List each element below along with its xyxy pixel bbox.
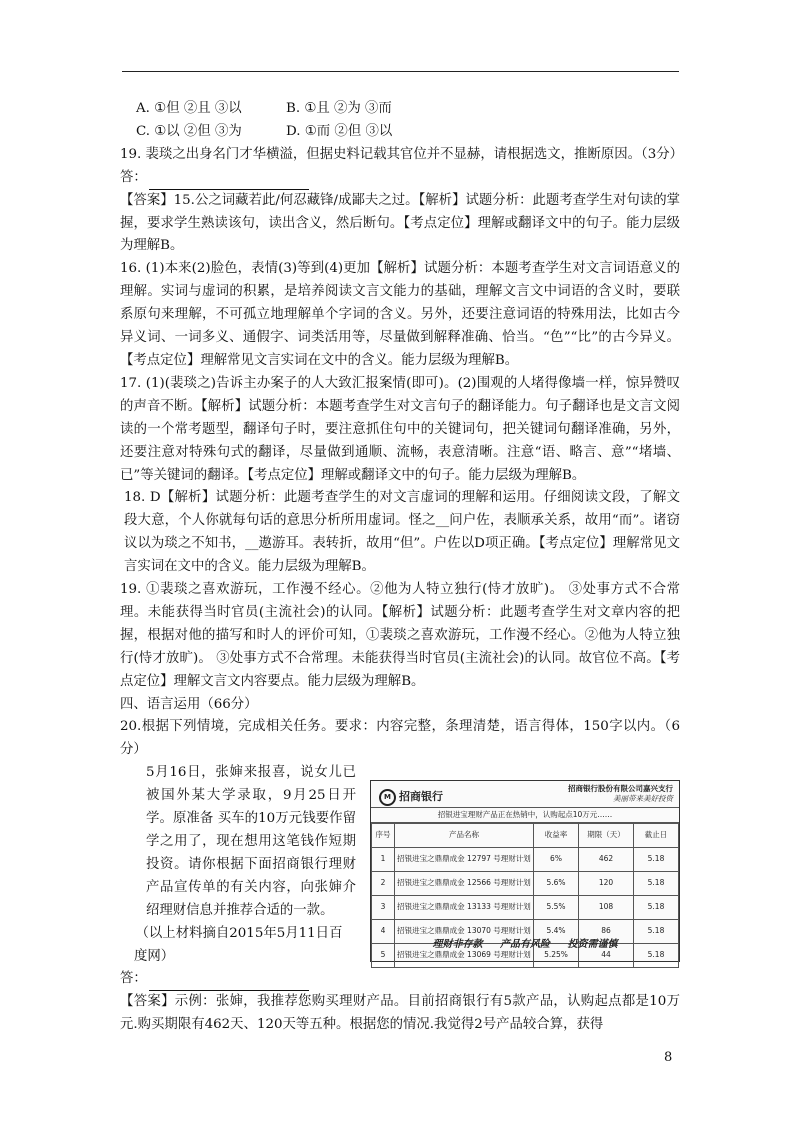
answer-16: 16. (1)本来(2)脸色，表情(3)等到(4)更加【解析】试题分析：本题考查学生对文言词语意义的理解。实词与虚词的积累，是培养阅读文言文能力的基础，理解文言文中词语的含义时，要联系原句来理解，不可孤立地理解单个字词的含义。另外，还要注意词语的特殊用法，比如古今异义词、一词多义、通假字、词类活用等，尽量做到解释准确、恰当。“色”“比”的古今异义。【考点定位】理解常见文言实词在文中的含义。能力层级为理解B。 bbox=[120, 261, 680, 368]
question-20: 20.根据下列情境，完成相关任务。要求：内容完整，条理清楚，语言得体，150字以内。（6分） bbox=[120, 719, 680, 758]
answer-blank bbox=[149, 975, 309, 991]
table-cell: 6% bbox=[534, 848, 579, 872]
table-cell: 5.18 bbox=[634, 848, 679, 872]
table-cell: 5.18 bbox=[634, 896, 679, 920]
bank-flyer-note: 招银进宝理财产品正在热销中，认购起点10万元…… bbox=[371, 808, 679, 823]
answer-20: 【答案】示例：张婶，我推荐您购买理财产品。目前招商银行有5款产品，认购起点都是10万元.购买期限有462天、120天等五种。根据您的情况.我觉得2号产品较合算，获得 bbox=[120, 994, 680, 1033]
option-b: B. ①且 ②为 ③而 bbox=[286, 101, 392, 116]
table-cell: 86 bbox=[579, 919, 634, 943]
section-heading-4: 四、语言运用（66分） bbox=[120, 696, 258, 712]
table-cell: 招银进宝之鼎鼎成金 12797 号理财计划 bbox=[395, 848, 534, 872]
table-cell: 120 bbox=[579, 872, 634, 896]
table-cell: 5.6% bbox=[534, 872, 579, 896]
answer-17: 17. (1)(裴琰之)告诉主办案子的人大致汇报案情(即可)。(2)围观的人堵得像墙一样，惊异赞叹的声音不断。【解析】试题分析：本题考查学生对文言句子的翻译能力。句子翻译也是文言文阅读的一个常考题型，翻译句子时，要注意抓住句中的关键词句，把关键词句翻译准确，另外，还要注意对特殊句式的翻译，尽量做到通顺、流畅，表意清晰。注意“语、略言、意”“堵墙、已”等关键词的翻译。【考点定位】理解或翻译文中的句子。能力层级为理解B。 bbox=[120, 375, 680, 483]
answer-line-19 bbox=[120, 167, 680, 190]
table-row bbox=[372, 848, 679, 872]
bank-flyer-footer: 理财非存款 产品有风险 投资需谨慎 bbox=[432, 939, 618, 951]
question-20-body bbox=[120, 762, 680, 968]
table-header: 收益率 bbox=[534, 824, 579, 848]
table-cell: 4 bbox=[372, 919, 395, 943]
option-d: D. ①而 ②但 ③以 bbox=[286, 123, 393, 139]
bank-logo: M 招商银行 bbox=[379, 786, 443, 809]
table-cell: 1 bbox=[372, 848, 395, 872]
table-header: 序号 bbox=[372, 824, 395, 848]
table-row bbox=[372, 872, 679, 896]
table-cell: 招银进宝之鼎鼎成金 13069 号理财计划 bbox=[395, 943, 534, 967]
question-20-source: （以上材料摘自2015年5月11日百度网） bbox=[134, 925, 343, 964]
bank-flyer-image bbox=[370, 780, 680, 962]
question-19: 19. 裴琰之出身名门才华横溢，但据史料记载其官位并不显赫，请根据选文，推断原因。（3分） bbox=[120, 146, 683, 162]
table-cell: 3 bbox=[372, 896, 395, 920]
table-cell: 2 bbox=[372, 872, 395, 896]
table-cell: 462 bbox=[579, 848, 634, 872]
table-cell: 5.25% bbox=[534, 943, 579, 967]
option-a: A. ①但 ②且 ③以 bbox=[136, 101, 242, 116]
header-rule bbox=[122, 71, 679, 72]
options-row-2 bbox=[120, 121, 680, 144]
answer-line-20 bbox=[120, 968, 680, 991]
table-cell: 5 bbox=[372, 943, 395, 967]
table-cell: 5.18 bbox=[634, 943, 679, 967]
options-row-1 bbox=[120, 98, 680, 121]
bank-branch: 招商银行股份有限公司嘉兴支行 美丽带来美好投资 bbox=[568, 784, 673, 804]
bank-flyer-header bbox=[371, 781, 679, 808]
table-header: 截止日 bbox=[634, 824, 679, 848]
table-cell: 44 bbox=[579, 943, 634, 967]
table-header: 期限（天） bbox=[579, 824, 634, 848]
table-cell: 5.18 bbox=[634, 919, 679, 943]
answer-19: 19. ①裴琰之喜欢游玩，工作漫不经心。②他为人特立独行(恃才放旷)。 ③处事方式不合常理。未能获得当时官员(主流社会)的认同。【解析】试题分析：此题考查学生对文章内容的把握，根据对他的描写和时人的评价可知，①裴琰之喜欢游玩，工作漫不经心。②他为人特立独行(恃才放旷)。 ③处事方式不合常理。未能获得当时官员(主流社会)的认同。故官位不高。【考点定位】理解文言文内容要点。能力层级为理解B。 bbox=[120, 582, 680, 689]
answer-blank bbox=[149, 174, 309, 190]
answer-label: 答： bbox=[120, 169, 147, 185]
page-number: 8 bbox=[664, 1050, 673, 1065]
table-header-row bbox=[372, 824, 679, 848]
table-cell: 5.5% bbox=[534, 896, 579, 920]
option-c: C. ①以 ②但 ③为 bbox=[136, 123, 242, 139]
answer-label: 答： bbox=[120, 971, 147, 987]
bank-logo-icon: M bbox=[379, 789, 396, 806]
table-cell: 招银进宝之鼎鼎成金 12566 号理财计划 bbox=[395, 872, 534, 896]
page-content bbox=[120, 98, 683, 1037]
answer-18: 18. D【解析】试题分析：此题考查学生的对文言虚词的理解和运用。仔细阅读文段，了解文段大意，个人你就每句话的意思分析所用虚词。怪之__问户佐，表顺承关系，故用“而”。诸窃议以为琰之不知书，__遨游耳。表转折，故用“但”。户佐以D项正确。【考点定位】理解常见文言实词在文中的含义。能力层级为理解B。 bbox=[124, 490, 680, 575]
answer-15: 【答案】15.公之词藏若此/何忍藏锋/成鄙夫之过。【解析】试题分析：此题考查学生对句读的掌握，要求学生熟读该句，读出含义，然后断句。【考点定位】理解或翻译文中的句子。能力层级为理解B。 bbox=[120, 192, 680, 254]
table-cell: 108 bbox=[579, 896, 634, 920]
table-cell: 5.18 bbox=[634, 872, 679, 896]
table-header: 产品名称 bbox=[395, 824, 534, 848]
table-cell: 5.4% bbox=[534, 919, 579, 943]
question-20-left bbox=[120, 762, 356, 968]
question-20-scenario: 5月16日，张婶来报喜，说女儿已被国外某大学录取，9月25日开学。原准备 买车的10万元钱要作留学之用了，现在想用这笔钱作短期投资。请你根据下面招商银行理财产品宣传单的有关内容，向张婶介绍理财信息并推荐合适的一款。 bbox=[146, 765, 356, 918]
table-cell: 招银进宝之鼎鼎成金 13133 号理财计划 bbox=[395, 896, 534, 920]
table-cell: 招银进宝之鼎鼎成金 13070 号理财计划 bbox=[395, 919, 534, 943]
table-row bbox=[372, 896, 679, 920]
